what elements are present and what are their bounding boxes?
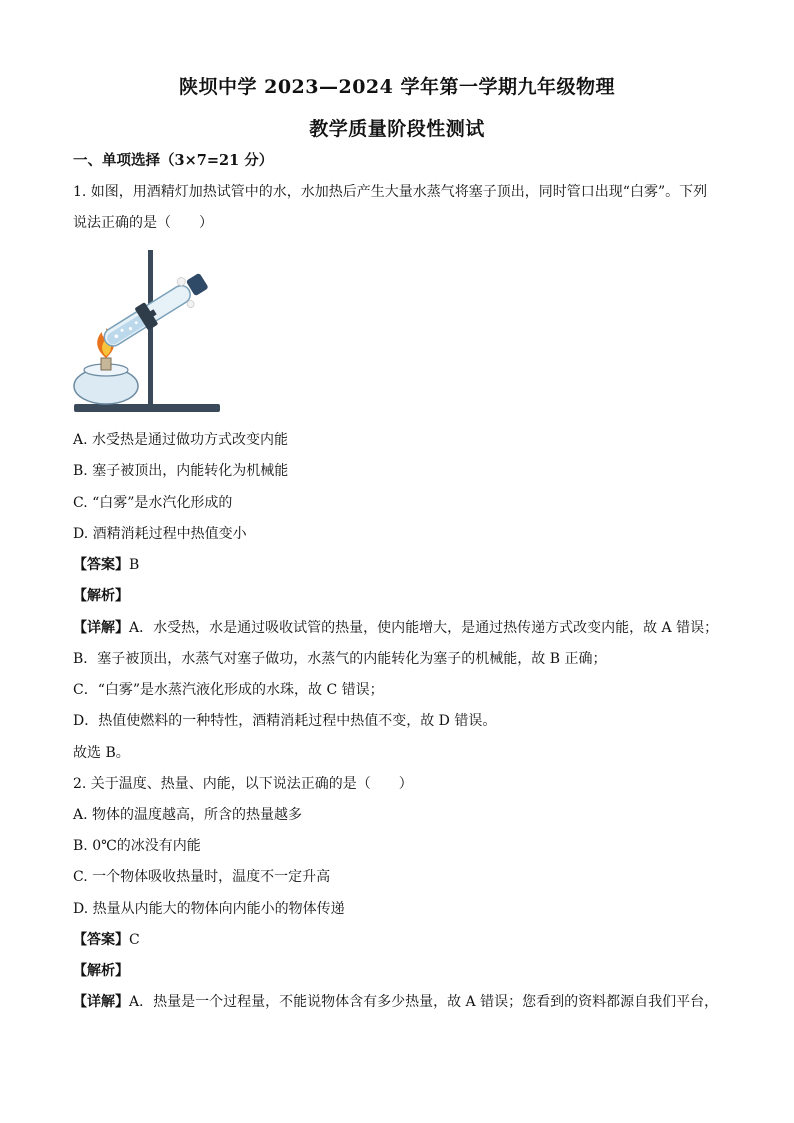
q1-analysis-label: 【解析】	[73, 588, 129, 604]
answer-label: 【答案】	[73, 557, 129, 573]
q2-detail-line1	[73, 992, 718, 1012]
q2-answer	[73, 930, 140, 950]
detail-text: A．热量是一个过程量，不能说物体含有多少热量，故 A 错误；您看到的资料都源自我们平台，	[129, 994, 719, 1010]
q1-option-b: B. 塞子被顶出，内能转化为机械能	[73, 463, 289, 479]
answer-value: B	[129, 557, 140, 573]
q2-option-a: A. 物体的温度越高，所含的热量越多	[73, 807, 303, 823]
q2-analysis-label: 【解析】	[73, 963, 129, 979]
answer-label: 【答案】	[73, 932, 129, 948]
q2-option-c: C. 一个物体吸收热量时，温度不一定升高	[73, 869, 331, 885]
stand-base	[74, 404, 220, 412]
document-title: 陕坝中学 2023—2024 学年第一学期九年级物理	[179, 76, 615, 98]
q1-stem-line1: 1. 如图，用酒精灯加热试管中的水，水加热后产生大量水蒸气将塞子顶出，同时管口出现“白雾”。下列	[73, 184, 708, 200]
detail-label: 【详解】	[73, 994, 129, 1010]
q1-answer	[73, 555, 139, 575]
q2-option-d: D. 热量从内能大的物体向内能小的物体传递	[73, 901, 345, 917]
q1-option-d: D. 酒精消耗过程中热值变小	[73, 526, 247, 542]
q1-option-c: C. “白雾”是水汽化形成的	[73, 495, 233, 511]
section-heading: 一、单项选择（3×7=21 分）	[73, 152, 274, 169]
detail-label: 【详解】	[73, 620, 129, 636]
q1-option-a: A. 水受热是通过做功方式改变内能	[73, 432, 289, 448]
alcohol-lamp-test-tube-icon	[70, 246, 230, 418]
detail-text: A．水受热，水是通过吸收试管的热量，使内能增大，是通过热传递方式改变内能，故 A 错误；	[129, 620, 719, 636]
q1-detail-line3: C．“白雾”是水蒸汽液化形成的水珠，故 C 错误；	[73, 682, 384, 698]
document-subtitle: 教学质量阶段性测试	[309, 118, 485, 140]
q1-detail-line2: B．塞子被顶出，水蒸气对塞子做功，水蒸气的内能转化为塞子的机械能，故 B 正确；	[73, 651, 607, 667]
q1-stem-line2: 说法正确的是（ ）	[73, 215, 213, 231]
q1-detail-line1	[73, 618, 718, 638]
q1-detail-line4: D．热值使燃料的一种特性，酒精消耗过程中热值不变，故 D 错误。	[73, 713, 497, 729]
q2-option-b: B. 0℃的冰没有内能	[73, 838, 201, 854]
q2-stem: 2. 关于温度、热量、内能，以下说法正确的是（ ）	[73, 776, 413, 792]
q1-conclusion: 故选 B。	[73, 745, 130, 761]
answer-value: C	[129, 932, 140, 948]
